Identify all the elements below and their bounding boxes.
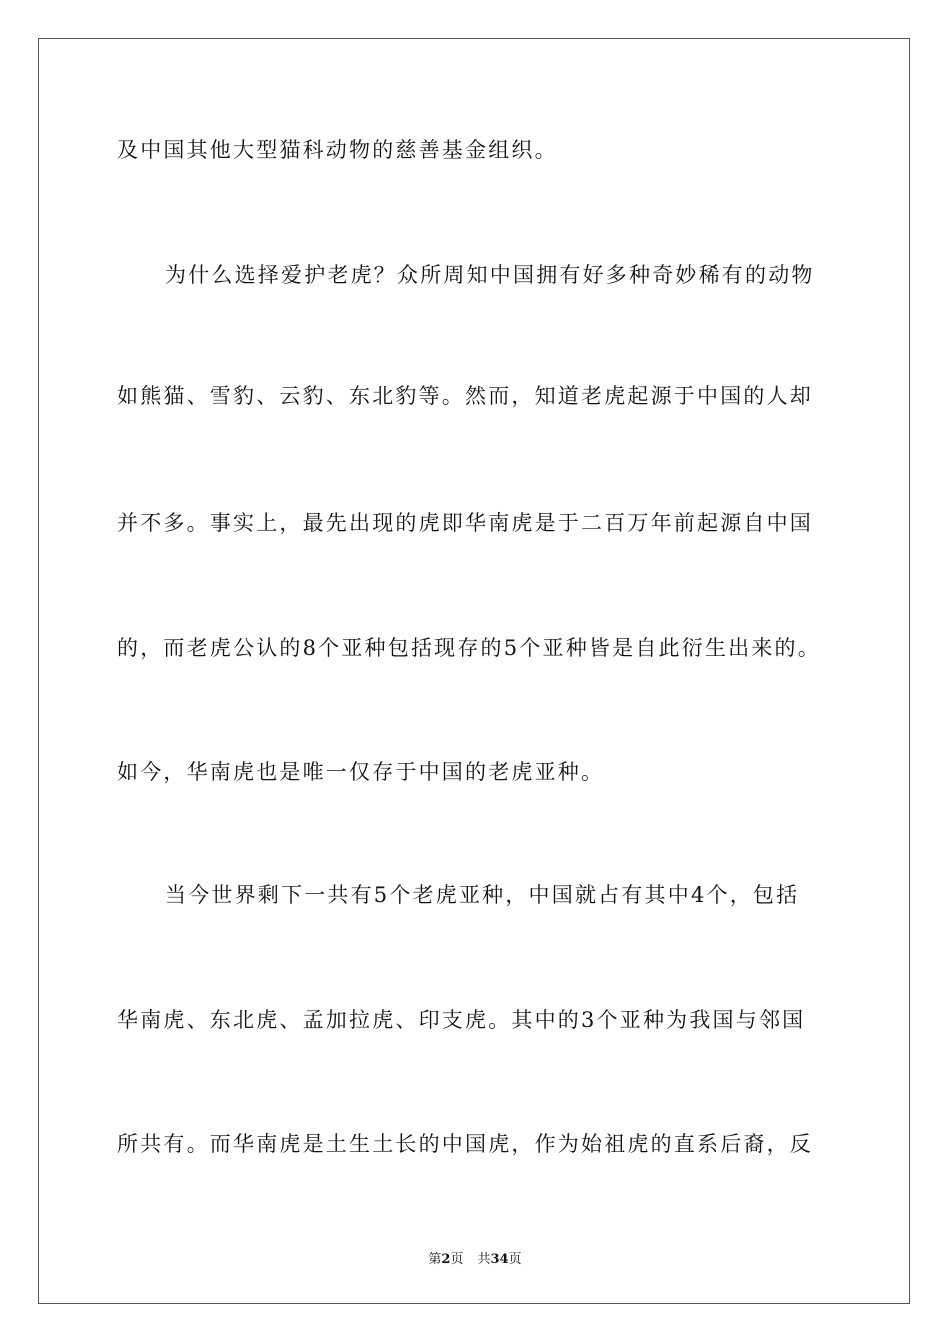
footer-total-prefix: 共 <box>477 1252 491 1267</box>
text-line-4: 并不多。事实上，最先出现的虎即华南虎是于二百万年前起源自中国 <box>117 511 813 535</box>
footer-page-number: 2 <box>441 1252 451 1267</box>
text-line-3: 如熊猫、雪豹、云豹、东北豹等。然而，知道老虎起源于中国的人却 <box>117 384 813 408</box>
footer-total-suffix: 页 <box>508 1252 522 1267</box>
text-line-1: 及中国其他大型猫科动物的慈善基金组织。 <box>117 138 558 162</box>
footer-total-pages: 34 <box>490 1252 509 1267</box>
text-line-2: 为什么选择爱护老虎？众所周知中国拥有好多种奇妙稀有的动物 <box>165 263 815 287</box>
page-footer <box>0 1248 950 1267</box>
footer-page-suffix: 页 <box>450 1252 464 1267</box>
footer-page-prefix: 第 <box>428 1252 442 1267</box>
text-line-8: 华南虎、东北虎、孟加拉虎、印支虎。其中的3个亚种为我国与邻国 <box>117 1008 806 1032</box>
text-line-7: 当今世界剩下一共有5个老虎亚种，中国就占有其中4个，包括 <box>165 883 800 907</box>
text-line-5: 的，而老虎公认的8个亚种包括现存的5个亚种皆是自此衍生出来的。 <box>117 636 821 660</box>
text-line-9: 所共有。而华南虎是土生土长的中国虎，作为始祖虎的直系后裔，反 <box>117 1132 813 1156</box>
page-border <box>38 38 910 1304</box>
text-line-6: 如今，华南虎也是唯一仅存于中国的老虎亚种。 <box>117 760 605 784</box>
